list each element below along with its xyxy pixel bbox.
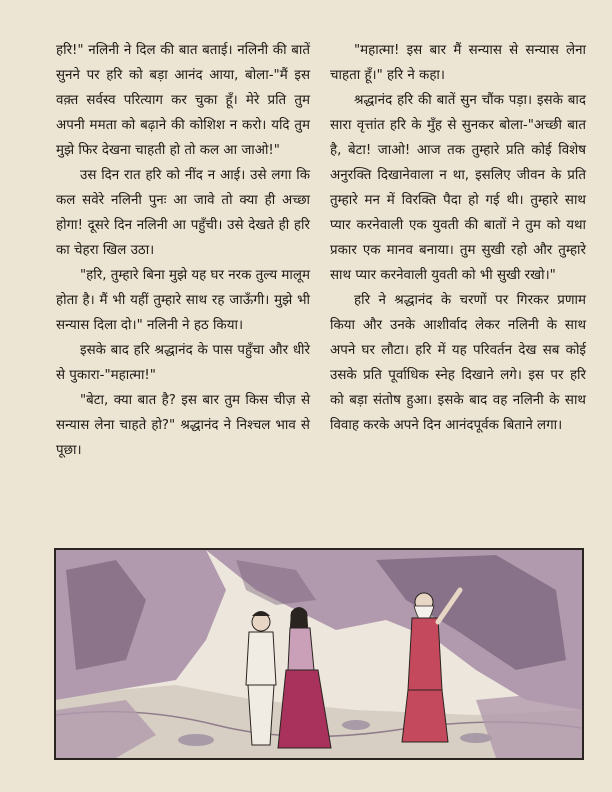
paragraph: हरि!" नलिनी ने दिल की बात बताई। नलिनी की बातें सुनने पर हरि को बड़ा आनंद आया, बोला-"मैं इस वक़्त सर्वस्व परित्याग कर चुका हूँ। मेरे प्रति तुम अपनी ममता को बढ़ाने की कोशिश न करो। यदि तुम मुझे फिर देखना चाहती हो तो कल आ जाओ!" xyxy=(56,43,310,158)
paragraph: श्रद्धानंद हरि की बातें सुन चौंक पड़ा। इसके बाद सारा वृत्तांत हरि के मुँह से सुनकर बोला-"अच्छी बात है, बेटा! जाओ! आज तक तुम्हारे प्रति कोई विशेष अनुरक्ति दिखानेवाला न था, इसलिए जीवन के प्रति तुम्हारे मन में विरक्ति पैदा हो गई थी। तुम्हारे साथ प्यार करनेवाली एक युवती की बातों ने तुम को यथा प्रकार एक मानव बनाया। तुम सुखी रहो और तुम्हारे साथ प्यार करनेवाली युवती को भी सुखी रखो।" xyxy=(330,93,586,283)
text-column-left xyxy=(56,38,310,463)
story-illustration xyxy=(54,548,584,760)
text-column-right xyxy=(330,38,586,438)
paragraph: हरि ने श्रद्धानंद के चरणों पर गिरकर प्रणाम किया और उनके आशीर्वाद लेकर नलिनी के साथ अपने घर लौटा। हरि में यह परिवर्तन देख सब कोई उसके प्रति पूर्वाधिक स्नेह दिखाने लगे। इस पर हरि को बड़ा संतोष हुआ। इसके बाद वह नलिनी के साथ विवाह करके अपने दिन आनंदपूर्वक बिताने लगा। xyxy=(330,293,586,433)
paragraph: इसके बाद हरि श्रद्धानंद के पास पहुँचा और धीरे से पुकारा-"महात्मा!" xyxy=(56,343,310,383)
illustration-scene xyxy=(56,550,582,758)
paragraph: "बेटा, क्या बात है? इस बार तुम किस चीज़ से सन्यास लेना चाहते हो?" श्रद्धानंद ने निश्चल भाव से पूछा। xyxy=(56,393,310,458)
paragraph: उस दिन रात हरि को नींद न आई। उसे लगा कि कल सवेरे नलिनी पुनः आ जावे तो क्या ही अच्छा होगा! दूसरे दिन नलिनी आ पहुँची। उसे देखते ही हरि का चेहरा खिल उठा। xyxy=(56,168,310,258)
paragraph: "महात्मा! इस बार मैं सन्यास से सन्यास लेना चाहता हूँ।" हरि ने कहा। xyxy=(330,43,586,83)
paragraph: "हरि, तुम्हारे बिना मुझे यह घर नरक तुल्य मालूम होता है। मैं भी यहीं तुम्हारे साथ रह जाऊँगी। मुझे भी सन्यास दिला दो।" नलिनी ने हठ किया। xyxy=(56,268,310,333)
